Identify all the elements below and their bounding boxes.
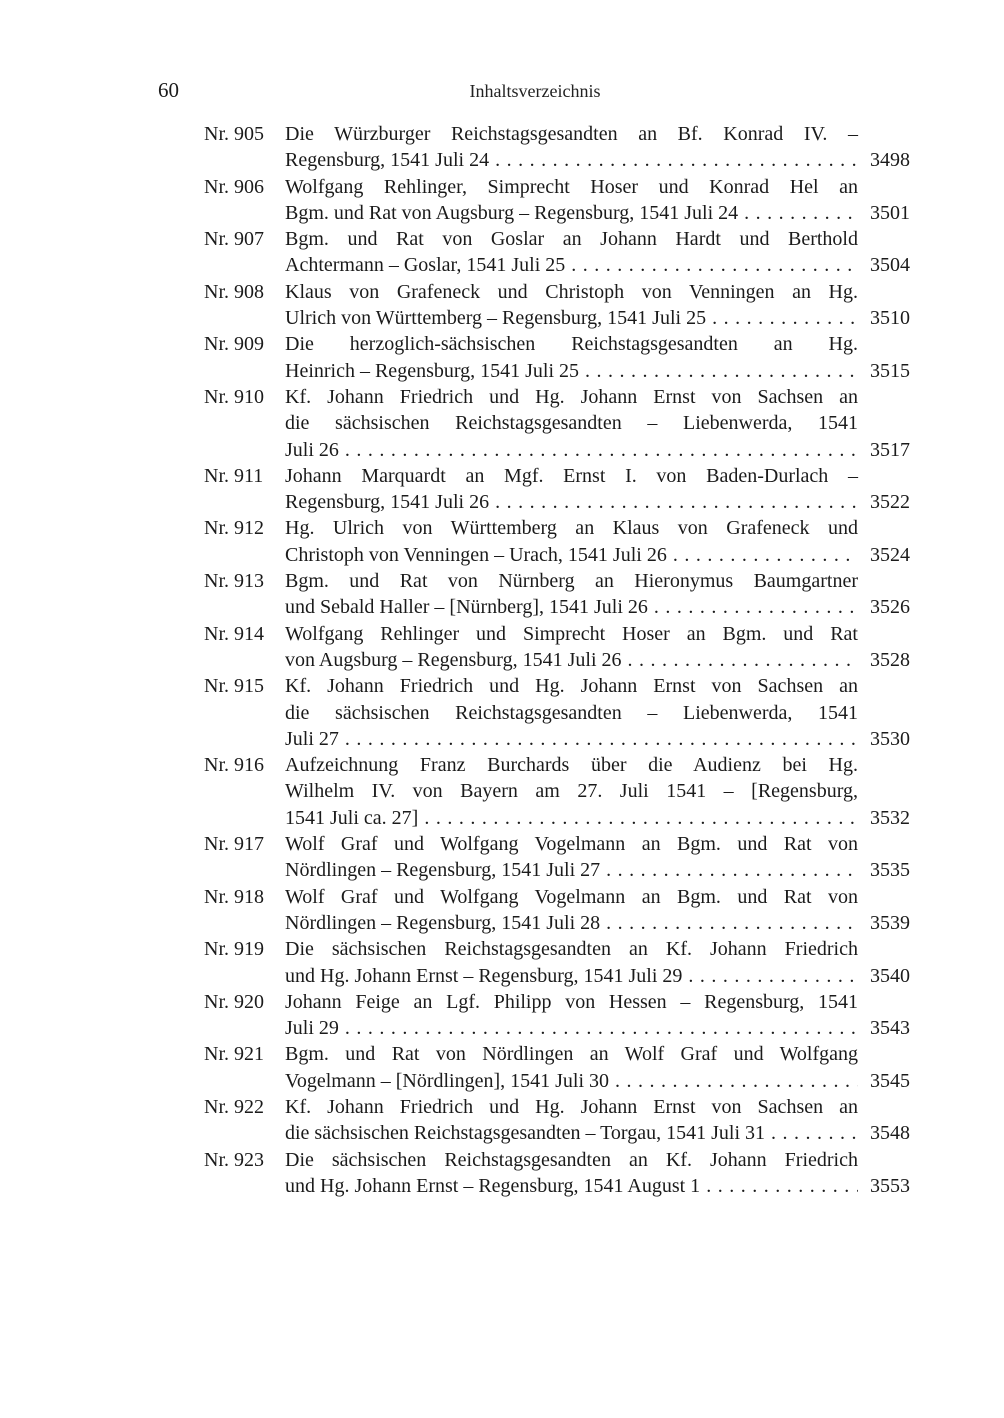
entry-text-line: Klaus von Grafeneck und Christoph von Venningen an Hg. [285,280,858,303]
entry-number: Nr. 913 [204,570,264,593]
dot-leader [615,1068,858,1094]
entry-text-line [285,200,858,226]
entry-number: Nr. 921 [204,1043,264,1066]
entry-page-column [858,384,910,463]
entry-text-line [285,647,858,673]
dot-leader [571,252,858,278]
entry-text [285,673,858,752]
entry-text-line: Die herzoglich-sächsischen Reichstagsgesandten an Hg. [285,333,858,356]
entry-text [285,331,858,384]
entry-text-line: Wolfgang Rehlinger und Simprecht Hoser an Bgm. und Rat [285,622,858,645]
toc-entry [204,279,910,332]
entry-text-line: die sächsischen Reichstagsgesandten – Liebenwerda, 1541 [285,412,858,435]
entry-number: Nr. 918 [204,885,264,908]
entry-text-line-text: Juli 29 [285,1017,339,1040]
toc-entry [204,226,910,279]
entry-text-line-text: Juli 27 [285,727,339,750]
entry-text [285,1041,858,1094]
entry-text [285,752,858,831]
entry-text-line: Bgm. und Rat von Nürnberg an Hieronymus Baumgartner [285,570,858,593]
dot-leader [345,1015,858,1041]
entry-text-line: Kf. Johann Friedrich und Hg. Johann Ernst von Sachsen an [285,1095,858,1118]
running-head: Inhaltsverzeichnis [469,81,601,101]
entry-text-line [285,857,858,883]
entry-page-column [858,621,910,674]
entry-text-line [285,1068,858,1094]
entry-text [285,226,858,279]
entry-text [285,884,858,937]
entry-text-line-text: die sächsischen Reichstagsgesandten – Torgau, 1541 Juli 31 [285,1122,765,1145]
entry-page-column [858,884,910,937]
entry-text [285,1094,858,1147]
entry-text-line-text: Christoph von Venningen – Urach, 1541 Juli 26 [285,543,667,566]
entry-page-column [858,989,910,1042]
entry-text-line-text: und Hg. Johann Ernst – Regensburg, 1541 Juli 29 [285,964,683,987]
entry-number: Nr. 915 [204,675,264,698]
toc-entry [204,174,910,227]
entry-text-line-text: Vogelmann – [Nördlingen], 1541 Juli 30 [285,1069,610,1092]
entry-page-column [858,463,910,516]
entry-text-line [285,1120,858,1146]
entry-page-number: 3501 [870,201,910,224]
entry-page-number: 3510 [870,307,910,330]
entry-text-line-text: Regensburg, 1541 Juli 24 [285,149,490,172]
entry-text [285,384,858,463]
entry-text [285,174,858,227]
entry-text-line [285,252,858,278]
toc-entry [204,884,910,937]
entry-number: Nr. 905 [204,123,264,145]
toc-entry [204,331,910,384]
toc-entry [204,831,910,884]
dot-leader [424,805,858,831]
entry-text [285,515,858,568]
entry-text-line [285,1015,858,1041]
entry-text-line: die sächsischen Reichstagsgesandten – Liebenwerda, 1541 [285,701,858,724]
entry-text-line-text: Heinrich – Regensburg, 1541 Juli 25 [285,359,580,382]
entry-number: Nr. 923 [204,1148,264,1171]
dot-leader [495,489,858,515]
entry-text-line [285,147,858,173]
entry-page-number: 3517 [870,438,910,461]
entry-text-line: Wolf Graf und Wolfgang Vogelmann an Bgm. und Rat von [285,833,858,856]
dot-leader [606,857,858,883]
entry-text-line: Bgm. und Rat von Goslar an Johann Hardt und Berthold [285,228,858,251]
entry-page-column [858,568,910,621]
dot-leader [673,542,858,568]
page-number: 60 [158,78,179,102]
dot-leader [688,963,858,989]
toc-entry [204,752,910,831]
entry-page-number: 3543 [870,1017,910,1040]
entry-text [285,621,858,674]
entry-text-line: Aufzeichnung Franz Burchards über die Audienz bei Hg. [285,754,858,777]
entry-page-number: 3526 [870,596,910,619]
entry-number: Nr. 910 [204,385,264,408]
entry-text [285,568,858,621]
entry-text [285,1147,858,1200]
entry-number: Nr. 912 [204,517,264,540]
entry-page-column [858,673,910,752]
entry-page-number: 3535 [870,859,910,882]
entry-number: Nr. 919 [204,938,264,961]
entry-page-number: 3504 [870,254,910,277]
entry-page-column [858,1041,910,1094]
toc-entry [204,1041,910,1094]
dot-leader [628,647,859,673]
entry-text-line: Wolfgang Rehlinger, Simprecht Hoser und Konrad Hel an [285,175,858,198]
dot-leader [744,200,858,226]
dot-leader [495,147,858,173]
entry-number: Nr. 909 [204,333,264,356]
dot-leader [606,910,858,936]
entry-text-line: Die sächsischen Reichstagsgesandten an Kf. Johann Friedrich [285,1148,858,1171]
entry-text-line-text: Juli 26 [285,438,339,461]
entry-text-line [285,489,858,515]
entry-page-number: 3548 [870,1122,910,1145]
entry-number: Nr. 922 [204,1095,264,1118]
entry-number: Nr. 914 [204,622,264,645]
entry-number: Nr. 911 [204,464,264,487]
entry-page-number: 3532 [870,806,910,829]
entry-number: Nr. 916 [204,754,264,777]
entry-text-line [285,437,858,463]
entry-text [285,279,858,332]
dot-leader [345,437,858,463]
toc-entry [204,121,910,174]
entry-text [285,989,858,1042]
entry-page-column [858,279,910,332]
toc-entry [204,1094,910,1147]
entry-text-line-text: Achtermann – Goslar, 1541 Juli 25 [285,254,566,277]
toc-entry [204,936,910,989]
toc-entry [204,989,910,1042]
entry-number: Nr. 906 [204,175,264,198]
entry-number: Nr. 907 [204,228,264,251]
toc-entry [204,673,910,752]
entry-page-column [858,752,910,831]
entry-number: Nr. 917 [204,833,264,856]
dot-leader [585,358,858,384]
entry-page-column [858,121,910,174]
entry-text-line-text: von Augsburg – Regensburg, 1541 Juli 26 [285,648,622,671]
entry-text [285,936,858,989]
entry-text-line: Die Würzburger Reichstagsgesandten an Bf. Konrad IV. – [285,123,858,145]
entry-text-line [285,1173,858,1199]
entry-page-number: 3530 [870,727,910,750]
entry-text-line [285,358,858,384]
entry-page-column [858,174,910,227]
entry-page-column [858,831,910,884]
toc-entry [204,515,910,568]
entry-number: Nr. 908 [204,280,264,303]
entry-page-column [858,1147,910,1200]
entry-text-line-text: 1541 Juli ca. 27] [285,806,419,829]
entry-page-number: 3528 [870,648,910,671]
entry-text [285,463,858,516]
entry-text-line: Wolf Graf und Wolfgang Vogelmann an Bgm. und Rat von [285,885,858,908]
entry-text-line: Hg. Ulrich von Württemberg an Klaus von Grafeneck und [285,517,858,540]
entry-page-number: 3545 [870,1069,910,1092]
entry-page-column [858,331,910,384]
toc-entry [204,621,910,674]
entry-number: Nr. 920 [204,990,264,1013]
entry-text-line: Johann Marquardt an Mgf. Ernst I. von Baden-Durlach – [285,464,858,487]
entry-text-line [285,726,858,752]
dot-leader [712,305,858,331]
entry-page-number: 3522 [870,491,910,514]
dot-leader [771,1120,858,1146]
entry-page-column [858,515,910,568]
dot-leader [706,1173,858,1199]
entry-text-line [285,963,858,989]
entry-text-line-text: Nördlingen – Regensburg, 1541 Juli 27 [285,859,601,882]
entry-text-line: Bgm. und Rat von Nördlingen an Wolf Graf und Wolfgang [285,1043,858,1066]
entry-text-line [285,805,858,831]
entry-text-line [285,542,858,568]
entry-page-column [858,226,910,279]
dot-leader [345,726,858,752]
entry-text [285,121,858,174]
entry-text-line [285,910,858,936]
entry-text-line-text: Nördlingen – Regensburg, 1541 Juli 28 [285,911,601,934]
entry-text-line: Wilhelm IV. von Bayern am 27. Juli 1541 – [Regensburg, [285,780,858,803]
entry-page-number: 3498 [870,149,910,172]
entry-text-line [285,305,858,331]
dot-leader [654,594,858,620]
entry-page-column [858,936,910,989]
entry-page-number: 3540 [870,964,910,987]
entry-text-line [285,594,858,620]
entry-text-line: Kf. Johann Friedrich und Hg. Johann Ernst von Sachsen an [285,385,858,408]
entry-text-line-text: Regensburg, 1541 Juli 26 [285,491,490,514]
toc-entry [204,568,910,621]
entry-text-line-text: Ulrich von Württemberg – Regensburg, 1541 Juli 25 [285,307,707,330]
entry-text-line: Die sächsischen Reichstagsgesandten an Kf. Johann Friedrich [285,938,858,961]
toc-entry [204,384,910,463]
entry-text-line: Kf. Johann Friedrich und Hg. Johann Ernst von Sachsen an [285,675,858,698]
entry-page-number: 3515 [870,359,910,382]
toc-list [204,121,910,1199]
entry-page-column [858,1094,910,1147]
entry-text-line-text: Bgm. und Rat von Augsburg – Regensburg, 1541 Juli 24 [285,201,739,224]
page-header [0,78,1004,108]
toc-entry [204,463,910,516]
entry-text-line-text: und Sebald Haller – [Nürnberg], 1541 Juli 26 [285,596,648,619]
entry-page-number: 3553 [870,1174,910,1197]
entry-text [285,831,858,884]
entry-page-number: 3524 [870,543,910,566]
toc-entry [204,1147,910,1200]
entry-text-line: Johann Feige an Lgf. Philipp von Hessen – Regensburg, 1541 [285,990,858,1013]
entry-page-number: 3539 [870,911,910,934]
entry-text-line-text: und Hg. Johann Ernst – Regensburg, 1541 August 1 [285,1174,701,1197]
